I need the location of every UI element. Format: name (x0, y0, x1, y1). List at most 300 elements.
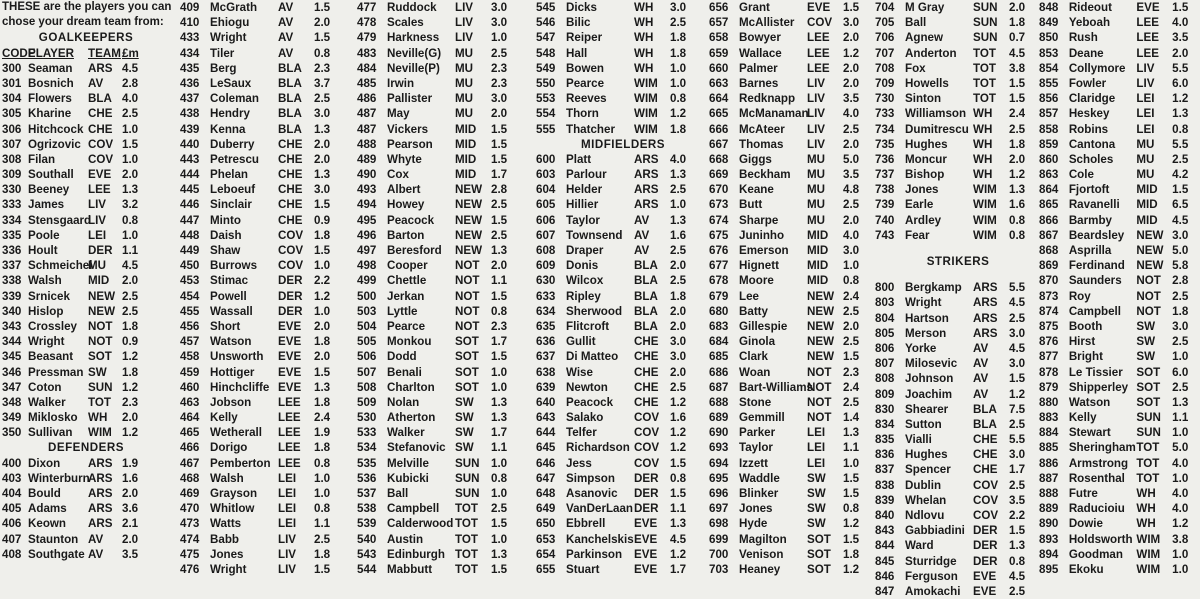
player-code: 400 (2, 456, 22, 470)
player-price: 0.8 (670, 471, 687, 485)
player-price: 1.8 (314, 228, 331, 242)
player-name: Neville(G) (387, 46, 442, 60)
player-team: LEE (278, 456, 301, 470)
player-team: EVE (278, 335, 302, 349)
player-price: 1.2 (122, 426, 139, 440)
player-price: 1.3 (670, 168, 687, 182)
player-name: Dorigo (210, 441, 248, 455)
player-code: 845 (875, 554, 895, 568)
player-team: LEI (1136, 92, 1155, 106)
player-team: NEW (1136, 228, 1164, 242)
player-name: Hignett (739, 259, 779, 273)
player-price: 1.5 (491, 289, 508, 303)
player-name: Cole (1068, 168, 1094, 182)
player-name: Jones (739, 502, 773, 516)
player-row (1039, 15, 1200, 30)
player-price: 1.0 (491, 532, 508, 546)
player-name: Thorn (566, 107, 599, 121)
player-code: 800 (875, 281, 895, 295)
player-code: 696 (709, 487, 729, 500)
player-team: NEW (455, 183, 483, 197)
player-row (180, 152, 352, 167)
player-name: McAllister (739, 16, 795, 30)
player-name: Babb (210, 532, 239, 546)
player-price: 5.5 (1009, 433, 1026, 447)
player-code: 804 (875, 311, 895, 325)
player-name: James (28, 198, 65, 212)
player-row (1039, 122, 1200, 137)
player-code: 439 (180, 122, 200, 136)
list-column-1 (2, 0, 170, 562)
player-name: Taylor (739, 441, 773, 455)
player-row (709, 532, 885, 547)
player-team: AV (973, 341, 989, 355)
player-team: MID (1136, 213, 1158, 227)
player-row (1039, 46, 1200, 61)
player-name: Simpson (566, 471, 615, 485)
player-code: 806 (875, 341, 895, 355)
player-team: MU (1136, 137, 1155, 151)
player-name: Ekoku (1068, 562, 1104, 576)
player-name: Redknapp (739, 92, 796, 106)
player-name: Di Matteo (566, 350, 619, 364)
player-price: 2.0 (314, 319, 331, 333)
player-row (180, 380, 352, 395)
player-price: 1.5 (491, 137, 508, 151)
player-code: 873 (1039, 289, 1059, 303)
player-team: TOT (1136, 456, 1160, 470)
player-code: 495 (357, 213, 377, 227)
player-name: Whyte (387, 152, 422, 166)
player-team: SW (455, 395, 474, 409)
player-code: 448 (180, 228, 200, 242)
list-column-4 (536, 0, 710, 577)
player-team: ARS (634, 152, 659, 166)
player-code: 483 (357, 46, 377, 60)
player-name: Peacock (566, 395, 614, 409)
player-name: Hinchcliffe (210, 380, 270, 394)
player-code: 633 (536, 289, 556, 303)
player-team: SW (88, 365, 107, 379)
player-row (180, 456, 352, 471)
player-row (180, 258, 352, 273)
player-price: 1.5 (670, 487, 687, 500)
player-team: SOT (807, 547, 831, 561)
player-name: Poole (28, 228, 60, 242)
player-team: SW (807, 487, 826, 500)
player-price: 2.1 (122, 517, 139, 531)
player-code: 738 (875, 183, 895, 197)
player-row (536, 334, 710, 349)
player-team: AV (973, 357, 989, 371)
player-price: 4.5 (122, 61, 139, 75)
player-row (536, 562, 710, 577)
player-name: Hyde (739, 517, 768, 531)
player-name: Walker (28, 395, 66, 409)
player-code: 857 (1039, 107, 1059, 121)
player-price: 1.5 (314, 31, 331, 45)
player-row (709, 547, 885, 562)
player-name: Dicks (566, 1, 597, 14)
player-team: WH (88, 411, 108, 425)
player-code: 895 (1039, 562, 1059, 576)
player-name: Bright (1068, 350, 1103, 364)
player-name: Lyttle (387, 304, 418, 318)
player-code: 464 (180, 411, 200, 425)
player-row (2, 410, 170, 425)
player-row (180, 213, 352, 228)
player-name: Calderwood (387, 517, 454, 531)
player-row (709, 197, 885, 212)
player-code: 657 (709, 16, 729, 30)
player-row (1039, 410, 1200, 425)
player-code: 639 (536, 380, 556, 394)
player-row (875, 326, 1041, 341)
player-name: Albert (387, 183, 421, 197)
player-name: Yorke (905, 341, 937, 355)
player-name: Sheringham (1068, 441, 1136, 455)
player-name: Keane (739, 183, 774, 197)
player-price: 1.8 (314, 441, 331, 455)
player-row (536, 167, 710, 182)
player-code: 506 (357, 350, 377, 364)
player-name: Vialli (905, 433, 932, 447)
player-code: 739 (875, 198, 895, 212)
player-code: 499 (357, 274, 377, 288)
player-team: NOT (88, 319, 113, 333)
player-code: 434 (180, 46, 200, 60)
player-price: 2.5 (314, 92, 331, 106)
player-row (875, 432, 1041, 447)
player-price: 1.2 (314, 289, 331, 303)
player-row (536, 213, 710, 228)
player-name: Gemmill (739, 411, 785, 425)
player-team: WH (634, 1, 654, 14)
player-row (357, 304, 531, 319)
player-price: 3.5 (122, 547, 139, 561)
player-name: Parker (739, 426, 776, 440)
player-name: Flowers (28, 92, 72, 106)
player-row (357, 380, 531, 395)
player-price: 1.0 (314, 471, 331, 485)
player-name: Dumitrescu (905, 122, 969, 136)
player-price: 1.3 (1009, 539, 1026, 553)
player-price: 1.2 (1009, 168, 1026, 182)
player-team: WIM (973, 213, 997, 227)
player-price: 1.3 (122, 183, 139, 197)
player-row (2, 137, 170, 152)
player-name: Sherwood (566, 304, 623, 318)
player-code: 809 (875, 387, 895, 401)
player-team: AV (973, 372, 989, 386)
player-row (357, 349, 531, 364)
player-row (536, 532, 710, 547)
player-name: Sinclair (210, 198, 252, 212)
player-name: Williamson (905, 107, 967, 121)
player-name: Newton (566, 380, 608, 394)
player-price: 2.0 (843, 137, 860, 151)
player-row (709, 425, 885, 440)
player-name: Beeney (28, 183, 70, 197)
player-name: Beresford (387, 244, 442, 257)
player-name: Spencer (905, 463, 951, 477)
player-price: 1.3 (491, 411, 508, 425)
player-price: 0.8 (843, 502, 860, 516)
player-price: 1.2 (843, 46, 860, 60)
table-header (2, 46, 170, 61)
player-row (875, 478, 1041, 493)
player-row (536, 395, 710, 410)
player-name: Wilcox (566, 274, 604, 288)
player-price: 1.5 (1009, 524, 1026, 538)
player-price: 1.8 (122, 365, 139, 379)
player-price: 0.8 (1009, 228, 1026, 242)
player-code: 660 (709, 61, 729, 75)
player-code: 449 (180, 244, 200, 257)
player-row (180, 167, 352, 182)
player-row (180, 243, 352, 258)
player-row (180, 319, 352, 334)
player-code: 475 (180, 547, 200, 561)
player-code: 410 (180, 16, 200, 30)
player-price: 1.5 (314, 244, 331, 257)
player-team: MID (455, 152, 477, 166)
player-row (1039, 167, 1200, 182)
player-price: 0.9 (314, 213, 331, 227)
player-team: DER (634, 471, 659, 485)
player-row (1039, 137, 1200, 152)
player-code: 647 (536, 471, 556, 485)
player-team: CHE (278, 213, 303, 227)
player-team: ARS (88, 61, 113, 75)
player-code: 497 (357, 244, 377, 257)
player-code: 893 (1039, 532, 1059, 546)
player-team: EVE (973, 584, 997, 598)
player-price: 1.5 (1172, 183, 1189, 197)
player-code: 349 (2, 411, 22, 425)
player-row (357, 258, 531, 273)
player-row (709, 456, 885, 471)
player-price: 3.0 (1009, 326, 1026, 340)
player-price: 1.3 (1172, 395, 1189, 409)
player-code: 645 (536, 441, 556, 455)
player-price: 1.5 (491, 562, 508, 576)
player-price: 1.3 (314, 380, 331, 394)
player-name: Ehiogu (210, 16, 250, 30)
player-row (357, 365, 531, 380)
player-name: Walsh (210, 471, 244, 485)
player-row (357, 15, 531, 30)
player-code: 548 (536, 46, 556, 60)
player-team: LIV (1136, 76, 1155, 90)
player-price: 1.5 (843, 1, 860, 14)
player-team: MU (455, 107, 474, 121)
player-price: 5.5 (1172, 61, 1189, 75)
player-team: DER (973, 539, 998, 553)
player-name: Powell (210, 289, 247, 303)
player-price: 2.5 (670, 274, 687, 288)
player-team: MID (1136, 198, 1158, 212)
player-price: 3.0 (1009, 357, 1026, 371)
player-row (875, 417, 1041, 432)
player-price: 1.0 (1172, 562, 1189, 576)
player-team: SOT (1136, 365, 1161, 379)
player-code: 487 (357, 107, 377, 121)
player-name: Reiper (566, 31, 603, 45)
player-team: NEW (807, 289, 835, 303)
player-code: 668 (709, 152, 729, 166)
player-row (180, 395, 352, 410)
player-team: LEI (278, 502, 297, 516)
player-team: TOT (973, 46, 996, 60)
player-row (357, 273, 531, 288)
player-code: 697 (709, 502, 729, 516)
player-row (2, 486, 170, 501)
player-code: 867 (1039, 228, 1059, 242)
player-price: 0.8 (314, 456, 331, 470)
player-team: NOT (88, 335, 113, 349)
player-code: 640 (536, 395, 556, 409)
player-code: 868 (1039, 244, 1059, 257)
player-row (357, 547, 531, 562)
player-price: 5.8 (1172, 259, 1189, 273)
player-code: 884 (1039, 426, 1059, 440)
player-name: Earle (905, 198, 934, 212)
player-price: 1.0 (314, 487, 331, 500)
player-code: 709 (875, 76, 895, 90)
player-code: 476 (180, 562, 200, 576)
player-row (875, 91, 1041, 106)
player-price: 1.0 (491, 365, 508, 379)
player-name: Butt (739, 198, 763, 212)
player-code: 456 (180, 319, 200, 333)
player-code: 469 (180, 487, 200, 500)
player-team: COV (807, 16, 833, 30)
player-team: EVE (634, 532, 658, 546)
player-price: 2.8 (122, 76, 139, 90)
player-row (536, 273, 710, 288)
player-price: 2.0 (843, 213, 860, 227)
player-team: DER (88, 244, 113, 258)
player-name: Flitcroft (566, 319, 610, 333)
player-row (875, 569, 1041, 584)
player-price: 2.4 (1009, 107, 1026, 121)
player-team: NOT (455, 304, 480, 318)
player-code: 444 (180, 168, 200, 182)
player-price: 1.2 (670, 547, 687, 561)
player-price: 2.3 (491, 319, 508, 333)
player-team: BLA (278, 122, 302, 136)
player-name: Yeboah (1068, 16, 1111, 30)
player-price: 1.1 (1172, 411, 1189, 425)
player-team: WIM (1136, 532, 1161, 546)
player-price: 3.0 (670, 350, 687, 364)
player-row (536, 380, 710, 395)
player-team: CHE (278, 198, 303, 212)
player-code: 454 (180, 289, 200, 303)
player-team: LEE (1136, 31, 1159, 45)
player-price: 1.2 (670, 395, 687, 409)
player-row (536, 122, 710, 137)
player-price: 2.2 (1009, 509, 1026, 522)
player-row (180, 365, 352, 380)
player-code: 883 (1039, 411, 1059, 425)
player-row (357, 319, 531, 334)
player-team: WH (634, 16, 654, 30)
player-price: 1.8 (314, 547, 331, 561)
player-team: SW (1136, 350, 1156, 364)
player-name: Le Tissier (1068, 365, 1123, 379)
player-code: 856 (1039, 92, 1059, 106)
player-team: SW (455, 441, 474, 455)
player-price: 0.8 (843, 274, 860, 288)
player-row (180, 471, 352, 486)
player-code: 890 (1039, 517, 1059, 531)
player-code: 635 (536, 319, 556, 333)
spacer (875, 243, 1041, 254)
player-team: NEW (455, 213, 483, 227)
player-row (357, 152, 531, 167)
player-row (875, 584, 1041, 599)
player-name: Campbell (387, 502, 440, 516)
player-row (1039, 319, 1200, 334)
player-name: Crossley (28, 319, 77, 333)
player-code: 690 (709, 426, 729, 440)
player-price: 0.8 (314, 46, 331, 60)
player-price: 1.2 (670, 107, 687, 121)
player-row (709, 289, 885, 304)
player-price: 2.5 (843, 122, 860, 136)
player-name: Futre (1068, 487, 1098, 500)
player-row (1039, 425, 1200, 440)
player-price: 2.5 (1172, 380, 1189, 394)
list-column-6 (875, 0, 1041, 599)
player-row (709, 182, 885, 197)
player-row (1039, 197, 1200, 212)
player-team: BLA (278, 76, 302, 90)
player-row (2, 61, 170, 76)
player-team: MU (1136, 168, 1155, 182)
player-price: 2.3 (491, 61, 508, 75)
player-name: Benali (387, 365, 422, 379)
player-name: Lee (739, 289, 759, 303)
player-code: 488 (357, 137, 377, 151)
player-code: 545 (536, 1, 556, 14)
player-name: Saunders (1068, 274, 1122, 288)
player-team: WH (973, 122, 993, 136)
player-row (709, 122, 885, 137)
player-name: Milosevic (905, 357, 958, 371)
player-code: 686 (709, 365, 729, 379)
player-price: 2.5 (670, 183, 687, 197)
player-name: Walsh (28, 274, 62, 288)
player-row (709, 319, 885, 334)
player-team: CHE (634, 395, 659, 409)
player-row (709, 410, 885, 425)
player-price: 4.5 (1009, 296, 1026, 310)
player-team: ARS (973, 281, 998, 295)
player-price: 1.3 (1172, 107, 1189, 121)
player-code: 685 (709, 350, 729, 364)
player-name: M Gray (905, 1, 945, 14)
player-name: Watson (210, 335, 252, 349)
player-team: TOT (973, 61, 996, 75)
player-name: Fjortoft (1068, 183, 1110, 197)
player-team: WH (973, 168, 993, 182)
player-row (536, 15, 710, 30)
player-name: Ward (905, 539, 934, 553)
player-name: Wright (210, 562, 247, 576)
